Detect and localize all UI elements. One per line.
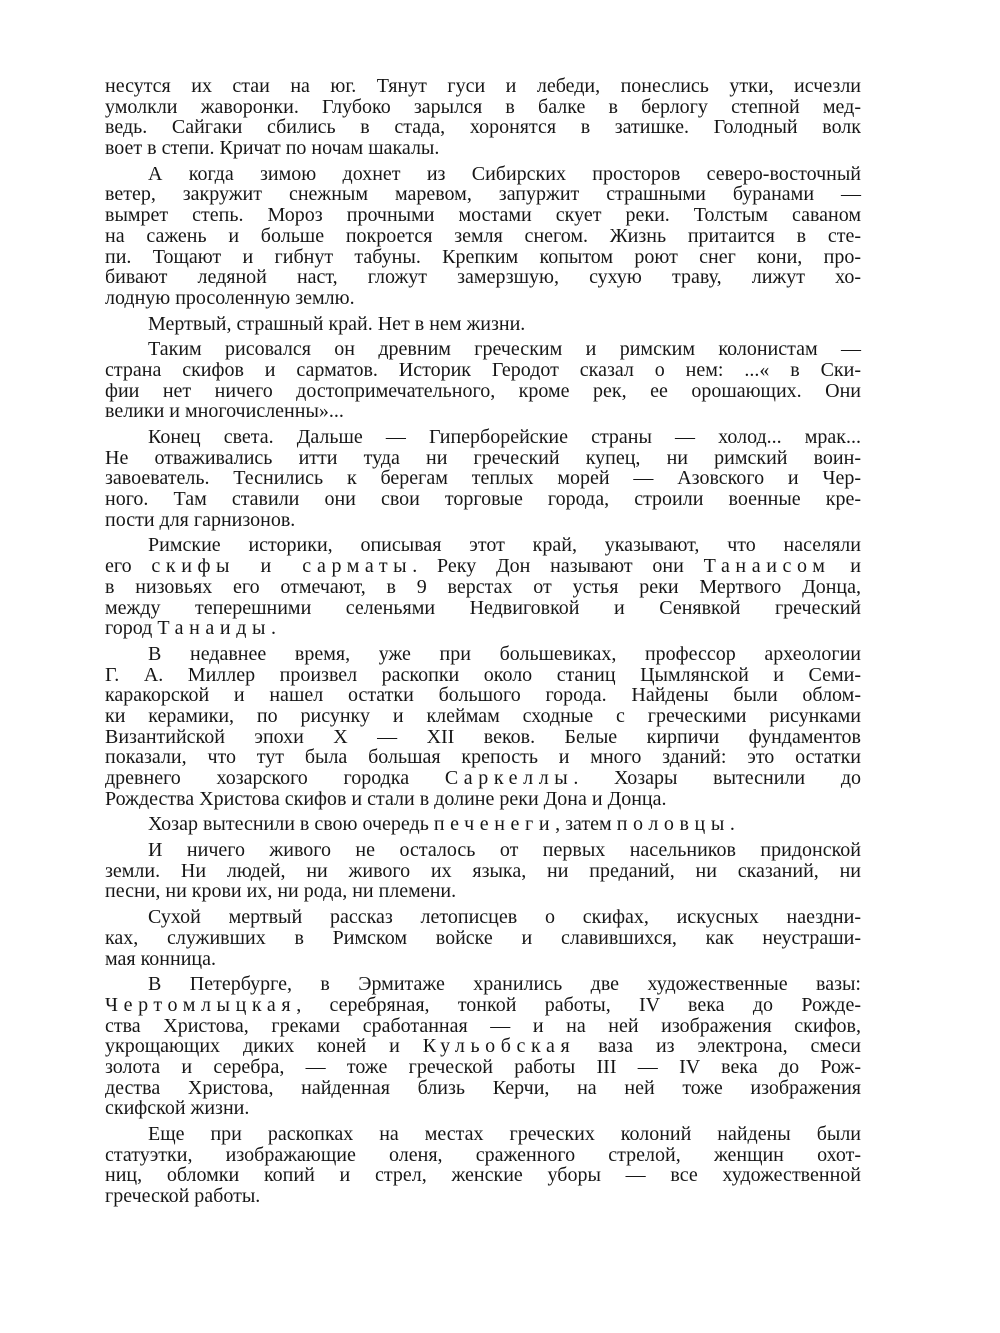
text-line bbox=[105, 1124, 861, 1145]
text-line bbox=[105, 468, 861, 489]
text-segment: Сухой мертвый рассказ летописцев о скифах, искусных наездни- bbox=[148, 906, 861, 929]
text-segment: мая конница. bbox=[105, 947, 216, 970]
text-line bbox=[105, 205, 861, 226]
text-line bbox=[105, 226, 861, 247]
text-segment: . bbox=[729, 813, 735, 836]
text-line bbox=[105, 381, 861, 402]
text-line bbox=[105, 164, 861, 185]
text-line bbox=[105, 840, 861, 861]
text-line bbox=[105, 768, 861, 789]
text-line bbox=[105, 881, 861, 902]
text-line bbox=[105, 360, 861, 381]
text-segment: золота и серебра, — тоже греческой работы III — IV века до Рож- bbox=[105, 1055, 861, 1078]
text-segment: В недавнее время, уже при большевиках, профессор археологии bbox=[148, 642, 861, 665]
text-line bbox=[105, 427, 861, 448]
text-line bbox=[105, 618, 861, 639]
text-segment: на сажень и больше покроется земля снегом. Жизнь притаится в сте- bbox=[105, 224, 861, 247]
text-segment: несутся их стаи на юг. Тянут гуси и лебеди, понеслись утки, исчезли bbox=[105, 75, 861, 97]
text-segment: страна скифов и сарматов. Историк Геродот сказал о нем: ...« в Ски- bbox=[105, 358, 861, 381]
text-line bbox=[105, 1057, 861, 1078]
paragraph bbox=[105, 974, 861, 1119]
text-line bbox=[105, 76, 861, 97]
text-segment: вымрет степь. Мороз прочными мостами скует реки. Толстым саваном bbox=[105, 204, 861, 227]
text-segment: , серебряная, тонкой работы, IV века до Рожде- bbox=[296, 993, 861, 1016]
spaced-emphasis-text: скифы и сарматы bbox=[151, 555, 413, 578]
paragraph bbox=[105, 644, 861, 810]
text-line bbox=[105, 117, 861, 138]
text-line bbox=[105, 861, 861, 882]
paragraph bbox=[105, 814, 861, 835]
text-line bbox=[105, 184, 861, 205]
paragraph bbox=[105, 907, 861, 969]
text-line bbox=[105, 644, 861, 665]
text-line bbox=[105, 598, 861, 619]
text-segment: умолкли жаворонки. Глубоко зарылся в балке в берлогу степной мед- bbox=[105, 95, 861, 118]
text-segment: пи. Тощают и гибнут табуны. Крепким копытом роют снег кони, про- bbox=[105, 245, 861, 268]
text-segment: ства Христова, греками сработанная — и на ней изображения скифов, bbox=[105, 1014, 861, 1037]
text-line bbox=[105, 995, 861, 1016]
text-segment: Византийской эпохи X — XII веков. Белые кирпичи фундаментов bbox=[105, 725, 861, 748]
text-segment: Конец света. Дальше — Гиперборейские страны — холод... мрак... bbox=[148, 426, 861, 448]
paragraph bbox=[105, 427, 861, 530]
text-segment: велики и многочисленны»... bbox=[105, 400, 344, 423]
text-segment: между теперешними селеньями Недвиговкой и Сенявкой греческий bbox=[105, 596, 861, 619]
text-segment: Еще при раскопках на местах греческих колоний найдены были bbox=[148, 1123, 861, 1145]
text-line bbox=[105, 535, 861, 556]
text-line bbox=[105, 489, 861, 510]
text-segment: статуэтки, изображающие оленя, сраженного стрелой, женщин охот- bbox=[105, 1143, 861, 1166]
spaced-emphasis-text: Чертомлыцкая bbox=[105, 993, 297, 1016]
text-line bbox=[105, 814, 861, 835]
text-segment: греческой работы. bbox=[105, 1185, 261, 1208]
text-segment: и bbox=[830, 555, 861, 578]
text-segment: . Реку Дон называют они bbox=[412, 555, 704, 578]
text-segment: дества Христова, найденная близь Керчи, на ней тоже изображения bbox=[105, 1076, 861, 1099]
text-line bbox=[105, 1016, 861, 1037]
text-segment: Г. А. Миллер произвел раскопки около станиц Цымлянской и Семи- bbox=[105, 663, 861, 686]
text-segment: , затем bbox=[555, 813, 617, 836]
text-line bbox=[105, 1186, 861, 1207]
text-line bbox=[105, 138, 861, 159]
text-line bbox=[105, 314, 861, 335]
text-segment: Таким рисовался он древним греческим и римским колонистам — bbox=[148, 338, 861, 361]
text-segment: А когда зимою дохнет из Сибирских просторов северо-восточный bbox=[148, 162, 861, 185]
paragraph bbox=[105, 164, 861, 309]
text-segment: показали, что тут была большая крепость и много зданий: это остатки bbox=[105, 746, 861, 769]
spaced-emphasis-text: Танаисом bbox=[703, 555, 831, 578]
text-line bbox=[105, 1145, 861, 1166]
text-segment: ведь. Сайгаки сбились в стада, хоронятся в затишке. Голодный волк bbox=[105, 116, 861, 139]
text-line bbox=[105, 1165, 861, 1186]
text-segment: завоеватель. Теснились к берегам теплых морей — Азовского и Чер- bbox=[105, 467, 861, 490]
text-segment: фии нет ничего достопримечательного, кроме рек, ее орошающих. Они bbox=[105, 379, 861, 402]
text-line bbox=[105, 665, 861, 686]
text-segment: . Хозары вытеснили до bbox=[573, 767, 861, 789]
text-line bbox=[105, 577, 861, 598]
text-segment: древнего хозарского городка bbox=[105, 767, 445, 789]
text-segment: ниц, обломки копий и стрел, женские уборы — все художественной bbox=[105, 1164, 861, 1187]
text-line bbox=[105, 267, 861, 288]
text-line bbox=[105, 1078, 861, 1099]
text-segment: ваза из электрона, смеси bbox=[575, 1035, 861, 1058]
text-segment: Римские историки, описывая этот край, указывают, что населяли bbox=[148, 534, 861, 557]
paragraph bbox=[105, 840, 861, 902]
text-segment: Не отваживались итти туда ни греческий купец, ни римский воин- bbox=[105, 446, 861, 469]
text-line bbox=[105, 949, 861, 970]
text-line bbox=[105, 97, 861, 118]
text-line bbox=[105, 247, 861, 268]
text-line bbox=[105, 727, 861, 748]
text-line bbox=[105, 556, 861, 577]
paragraph bbox=[105, 1124, 861, 1207]
document-page-text bbox=[105, 76, 861, 1212]
text-segment: ветер, закружит снежным маревом, запуржит страшными буранами — bbox=[105, 183, 861, 206]
text-line bbox=[105, 401, 861, 422]
text-line bbox=[105, 974, 861, 995]
text-line bbox=[105, 448, 861, 469]
text-segment: лодную просоленную землю. bbox=[105, 286, 355, 309]
text-segment: скифской жизни. bbox=[105, 1097, 250, 1120]
text-segment: В Петербурге, в Эрмитаже хранились две художественные вазы: bbox=[148, 973, 861, 996]
paragraph bbox=[105, 535, 861, 638]
spaced-emphasis-text: Кульобская bbox=[422, 1035, 576, 1058]
text-segment: пости для гарнизонов. bbox=[105, 508, 296, 531]
text-segment: Мертвый, страшный край. Нет в нем жизни. bbox=[148, 312, 526, 335]
text-segment: его bbox=[105, 555, 152, 578]
text-line bbox=[105, 339, 861, 360]
text-segment: И ничего живого не осталось от первых насельников придонской bbox=[148, 839, 861, 862]
text-segment: Рождества Христова скифов и стали в долине реки Дона и Донца. bbox=[105, 787, 667, 810]
text-segment: в низовьях его отмечают, в 9 верстах от устья реки Мертвого Донца, bbox=[105, 575, 861, 598]
text-line bbox=[105, 928, 861, 949]
spaced-emphasis-text: Танаиды bbox=[157, 617, 272, 640]
spaced-emphasis-text: Саркеллы bbox=[444, 767, 574, 789]
text-segment: ки керамики, по рисунку и клеймам сходные с греческими рисунками bbox=[105, 704, 861, 727]
paragraph bbox=[105, 339, 861, 422]
text-line bbox=[105, 907, 861, 928]
text-segment: ках, служивших в Римском войске и славившихся, как неустраши- bbox=[105, 926, 861, 949]
text-segment: песни, ни крови их, ни рода, ни племени. bbox=[105, 880, 457, 903]
text-line bbox=[105, 747, 861, 768]
text-line bbox=[105, 706, 861, 727]
text-line bbox=[105, 510, 861, 531]
spaced-emphasis-text: печенеги bbox=[433, 813, 556, 836]
text-line bbox=[105, 789, 861, 810]
text-segment: укрощающих диких коней и bbox=[105, 1035, 423, 1058]
text-segment: . bbox=[271, 617, 277, 640]
text-line bbox=[105, 1036, 861, 1057]
text-segment: воет в степи. Кричат по ночам шакалы. bbox=[105, 137, 440, 160]
text-segment: город bbox=[105, 617, 158, 640]
text-segment: каракорской и нашел остатки большого города. Найдены были облом- bbox=[105, 684, 861, 707]
text-line bbox=[105, 288, 861, 309]
text-line bbox=[105, 1098, 861, 1119]
paragraph bbox=[105, 314, 861, 335]
text-segment: Хозар вытеснили в свою очередь bbox=[148, 813, 434, 836]
spaced-emphasis-text: половцы bbox=[616, 813, 730, 836]
text-segment: ного. Там ставили они свои торговые города, строили военные кре- bbox=[105, 488, 861, 511]
paragraph bbox=[105, 76, 861, 159]
text-segment: бивают ледяной наст, гложут замерзшую, сухую траву, лижут хо- bbox=[105, 266, 861, 289]
text-segment: земли. Ни людей, ни живого их языка, ни преданий, ни сказаний, ни bbox=[105, 859, 861, 882]
text-line bbox=[105, 685, 861, 706]
